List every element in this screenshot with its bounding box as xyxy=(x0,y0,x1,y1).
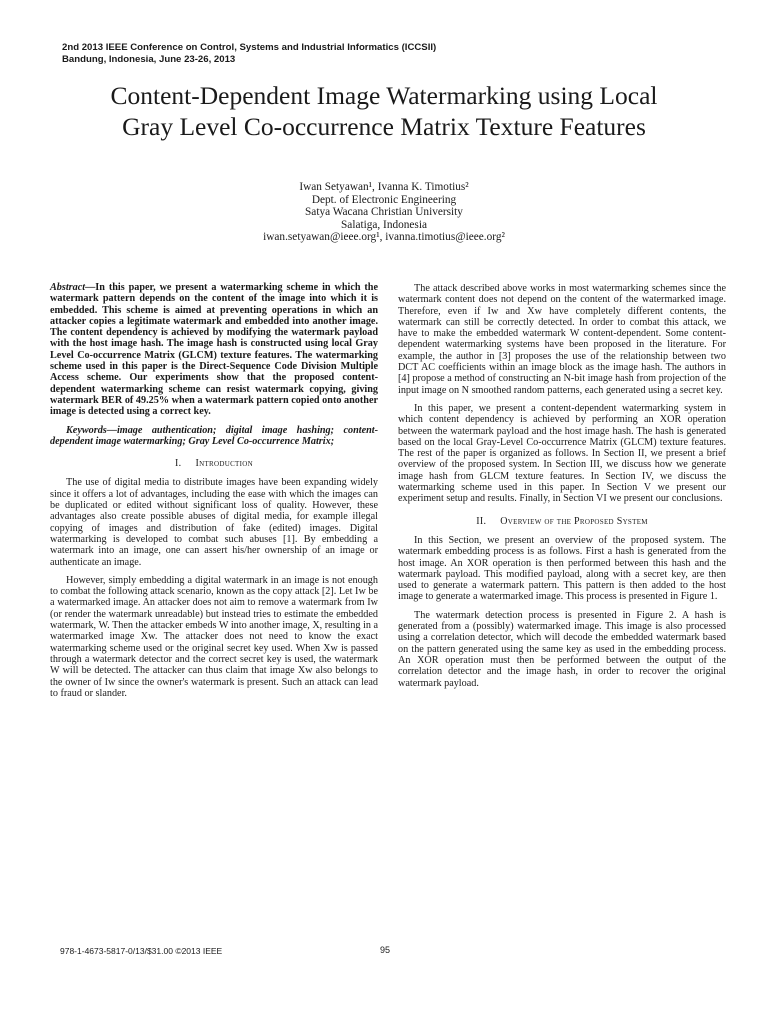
conference-name: 2nd 2013 IEEE Conference on Control, Systems and Industrial Informatics (ICCSII) xyxy=(62,42,437,53)
left-column xyxy=(50,282,378,706)
abstract xyxy=(50,282,378,418)
right-column xyxy=(398,283,726,696)
section-2-title: Overview of the Proposed System xyxy=(500,515,648,527)
author-emails: iwan.setyawan@ieee.org¹, ivanna.timotius@ieee.org² xyxy=(263,231,505,244)
author-dept: Dept. of Electronic Engineering xyxy=(311,193,457,206)
section-1-number: I. xyxy=(175,458,182,470)
page-number: 95 xyxy=(380,945,391,955)
conference-location: Bandung, Indonesia, June 23-26, 2013 xyxy=(62,54,236,65)
intro-paragraph-1: The use of digital media to distribute images have been expanding widely since it offers a lot of advantages, including the ease with which the images can be duplicated or edited without significant loss of quality. However, these advantages also create possible abuses of digital media, for example illegal copying of images and distribution of fake (edited) images. Digital watermarking is developed to combat such abuses [1]. By embedding a watermark into an image, one can assert his/her ownership of an image or authenticate an image. xyxy=(50,477,378,568)
paper-title xyxy=(30,80,738,142)
abstract-label: Abstract xyxy=(50,282,86,293)
keywords xyxy=(50,425,378,448)
section-2-heading xyxy=(398,516,726,527)
intro-paragraph-4: In this paper, we present a content-dependent watermarking system in which content dependency is achieved by performing an XOR operation between the watermark payload and the host image hash. The hash is generated based on the local Gray-Level Co-occurrence Matrix (GLCM) texture features. The rest of the paper is organized as follows. In Section II, we present a brief overview of the proposed system. In Section III, we discuss how we generate image hash from GLCM texture features. In Section IV, we discuss the watermarking scheme used in this paper. In Section V we present our experiment setup and results. Finally, in Section VI we present our conclusions. xyxy=(398,402,726,505)
section-1-heading xyxy=(50,458,378,469)
author-block xyxy=(180,181,588,244)
section-1-title: Introduction xyxy=(195,458,253,470)
intro-paragraph-3: The attack described above works in most watermarking schemes since the watermark content does not depend on the content of the watermarked image. Therefore, even if Iw and Xw have completely different contents, the watermark can still be correctly detected. In order to combat this attack, we have to make the embedded watermark W content-dependent. Some content-dependent watermarking systems have been proposed in the literature. For example, the author in [3] proposes the use of the relationship between two DCT AC coefficients within an image block as the image hash. The authors in [4] propose a method of constructing an N-bit image hash from projection of the input image on N smoothed random patterns, each generated using a secret key. xyxy=(398,283,726,396)
keywords-label: Keywords xyxy=(66,424,107,436)
section-2-number: II. xyxy=(476,515,487,527)
author-city: Salatiga, Indonesia xyxy=(341,218,427,231)
title-line-1: Content-Dependent Image Watermarking using Local xyxy=(110,81,658,110)
intro-paragraph-2: However, simply embedding a digital watermark in an image is not enough to combat the following attack scenario, known as the copy attack [2]. Let Iw be a watermarked image. An attacker does not aim to remove a watermark from Iw (or render the watermark unreadable) but instead tries to estimate the embedded watermark, W. Then the attacker embeds W into another image, X, resulting in a watermarked image Xw. The attacker does not need to know the exact watermarking scheme used or the original secret key used. When Xw is passed through a watermark detector and the correct secret key is used, the watermark W will be detected. The attacker can thus claim that image Xw also belongs to the owner of Iw since the owner's watermark is present. Such an attack can lead to fraud or slander. xyxy=(50,574,378,699)
author-university: Satya Wacana Christian University xyxy=(305,206,463,219)
footer-isbn: 978-1-4673-5817-0/13/$31.00 ©2013 IEEE xyxy=(60,946,223,956)
keywords-text: —image authentication; digital image hashing; content-dependent image watermarking; Gray Level Co-occurrence Matrix; xyxy=(50,424,378,447)
abstract-text: —In this paper, we present a watermarking scheme in which the watermark pattern depends on the content of the image into which it is embedded. This scheme is aimed at preventing operations in which an attacker copies a legitimate watermark and embedded into another image. The content dependency is achieved by modifying the watermark payload with the host image hash. The image hash is constructed using local Gray Level Co-occurrence Matrix (GLCM) texture features. The watermarking scheme used in this paper is the Direct-Sequence Code Division Multiple Access scheme. Our experiments show that the proposed content-dependent watermarking scheme can resist watermark copying, giving watermark BER of 49.25% when a watermark pattern copied onto another image is detected using a correct key. xyxy=(50,282,378,418)
overview-paragraph-2: The watermark detection process is presented in Figure 2. A hash is generated from a (possibly) watermarked image. This image is also processed using a correlation detector, which will decode the embedded watermark based on the pattern generated using the same key as used in the embedding process. An XOR operation must then be performed between the output of the correlation detector and the image hash, in order to recover the original watermark payload. xyxy=(398,609,726,689)
author-names: Iwan Setyawan¹, Ivanna K. Timotius² xyxy=(299,181,469,193)
overview-paragraph-1: In this Section, we present an overview of the proposed system. The watermark embedding process is as follows. First a hash is generated from the host image. An XOR operation is then performed between this hash and the watermark payload. This modified payload, along with a secret key, are then used to generate a watermark pattern. This pattern is then added to the host image to generate a watermarked image. This process is presented in Figure 1. xyxy=(398,534,726,603)
title-line-2: Gray Level Co-occurrence Matrix Texture Features xyxy=(122,112,646,141)
conference-header xyxy=(62,42,436,66)
